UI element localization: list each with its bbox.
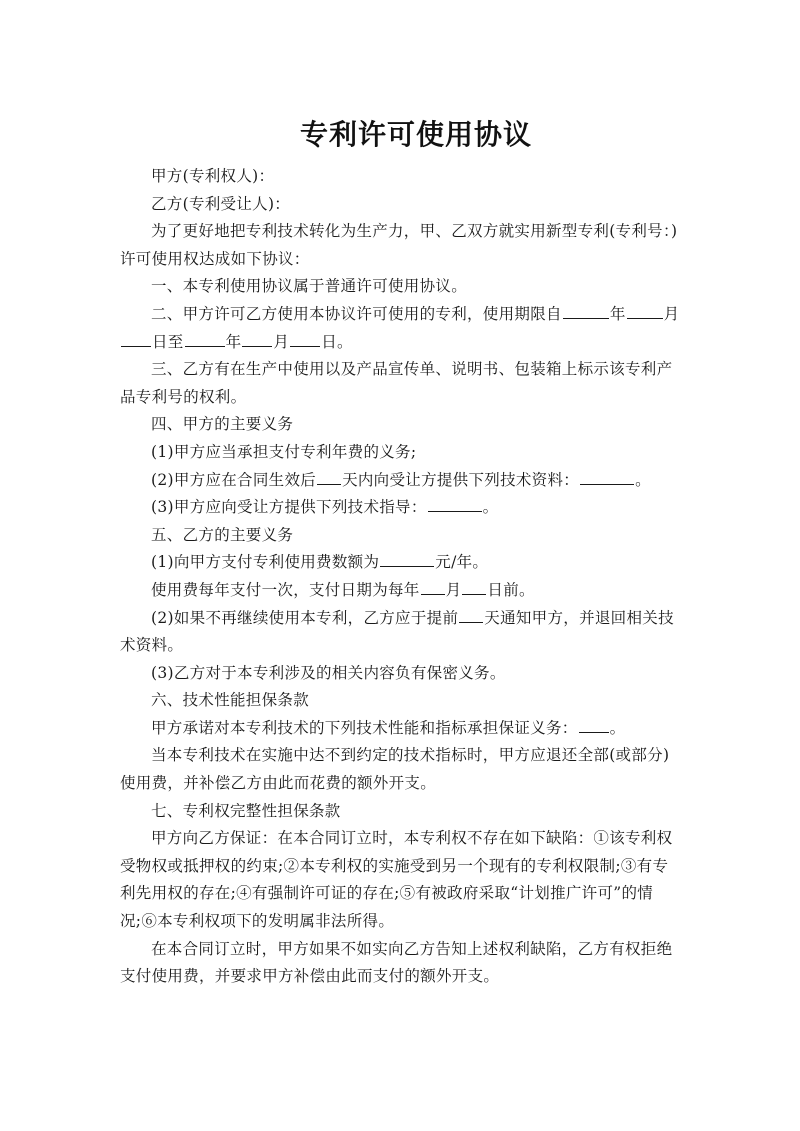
party-a-line: 甲方(专利权人)：: [151, 167, 275, 185]
blank-start-month: [627, 301, 663, 319]
clause-2-text-a: 二、甲方许可乙方使用本协议许可使用的专利，使用期限自: [151, 304, 562, 323]
clause-4-2-text-b: 天内向受让方提供下列技术资料：: [342, 470, 580, 489]
blank-start-year: [563, 301, 609, 319]
clause-5-1-text-a: (1)向甲方支付专利使用费数额为: [151, 553, 380, 572]
clause-6-1-text-a: 甲方承诺对本专利技术的下列技术性能和指标承担保证义务：: [151, 718, 578, 737]
clause-3: 三、乙方有在生产中使用以及产品宣传单、说明书、包装箱上标示该专利产品专利号的权利。: [120, 360, 673, 406]
preamble-paragraph: 为了更好地把专利技术转化为生产力，甲、乙双方就实用新型专利(专利号：)许可使用权达成如下协议：: [120, 222, 678, 268]
section-heading-5: 五、乙方的主要义务: [151, 525, 294, 544]
clause-6-1-text-b: 。: [609, 718, 626, 737]
payment-schedule-text-a: 使用费每年支付一次，支付日期为每年: [151, 580, 420, 599]
blank-tech-guidance: [428, 494, 482, 512]
clause-5-3: (3)乙方对于本专利涉及的相关内容负有保密义务。: [151, 663, 506, 682]
clause-4-2-text-a: (2)甲方应在合同生效后: [151, 470, 317, 489]
clause-2-text-f: 月: [273, 332, 290, 351]
blank-fee-amount: [380, 549, 434, 567]
clause-4-3: [120, 494, 680, 522]
blank-pay-day: [462, 577, 486, 595]
clause-6-1: [120, 715, 680, 743]
section-heading-4: 四、甲方的主要义务: [151, 415, 294, 434]
clause-7-2: 在本合同订立时，甲方如果不如实向乙方告知上述权利缺陷，乙方有权拒绝支付使用费，并要求甲方补偿由此而支付的额外开支。: [120, 939, 673, 986]
document-body: [120, 163, 680, 991]
clause-4-2-text-c: 。: [635, 470, 651, 489]
payment-schedule-text-b: 月: [445, 580, 462, 599]
clause-2-text-c: 月: [663, 304, 680, 323]
clause-2-text-d: 日至: [152, 332, 184, 351]
document-title: 专利许可使用协议: [299, 118, 532, 151]
clause-5-2: [120, 605, 680, 660]
section-heading-6: 六、技术性能担保条款: [151, 691, 310, 710]
clause-5-2-text-b: 天通知甲方，并退回相关技术资料。: [120, 608, 674, 655]
blank-performance: [579, 715, 609, 733]
clause-4-2: [120, 467, 680, 495]
clause-4-3-text-b: 。: [482, 498, 499, 517]
blank-pay-month: [421, 577, 445, 595]
blank-end-year: [185, 329, 225, 347]
blank-end-day: [290, 329, 320, 347]
party-b-line: 乙方(专利受让人)：: [151, 194, 291, 213]
clause-4-1: (1)甲方应当承担支付专利年费的义务;: [151, 442, 417, 461]
clause-5-1-text-b: 元/年。: [435, 553, 489, 572]
clause-7-1: 甲方向乙方保证：在本合同订立时，本专利权不存在如下缺陷：①该专利权受物权或抵押权的约束;②本专利权的实施受到另一个现有的专利权限制;③有专利先用权的存在;④有强制许可证的存在;⑤有被政府采取“计划推广许可”的情况;⑥本专利权项下的发明属非法所得。: [120, 829, 673, 931]
clause-1: 一、本专利使用协议属于普通许可使用协议。: [151, 277, 468, 296]
clause-5-2-text-a: (2)如果不再继续使用本专利，乙方应于提前: [151, 608, 459, 627]
clause-2-text-g: 日。: [321, 332, 353, 351]
section-heading-7: 七、专利权完整性担保条款: [151, 801, 341, 820]
clause-6-2: 当本专利技术在实施中达不到约定的技术指标时，甲方应退还全部(或部分)使用费，并补偿乙方由此而花费的额外开支。: [120, 746, 670, 793]
clause-2-text-e: 年: [225, 332, 242, 351]
blank-end-month: [242, 329, 272, 347]
blank-days: [317, 467, 341, 485]
payment-schedule-text-c: 日前。: [487, 580, 535, 599]
blank-start-day: [121, 329, 151, 347]
clause-4-3-text-a: (3)甲方应向受让方提供下列技术指导：: [151, 498, 427, 517]
payment-schedule: [120, 577, 680, 605]
clause-2: [120, 301, 680, 356]
blank-notice-days: [459, 605, 483, 623]
clause-2-text-b: 年: [609, 304, 626, 323]
blank-tech-materials: [580, 467, 634, 485]
clause-5-1: [120, 549, 680, 577]
